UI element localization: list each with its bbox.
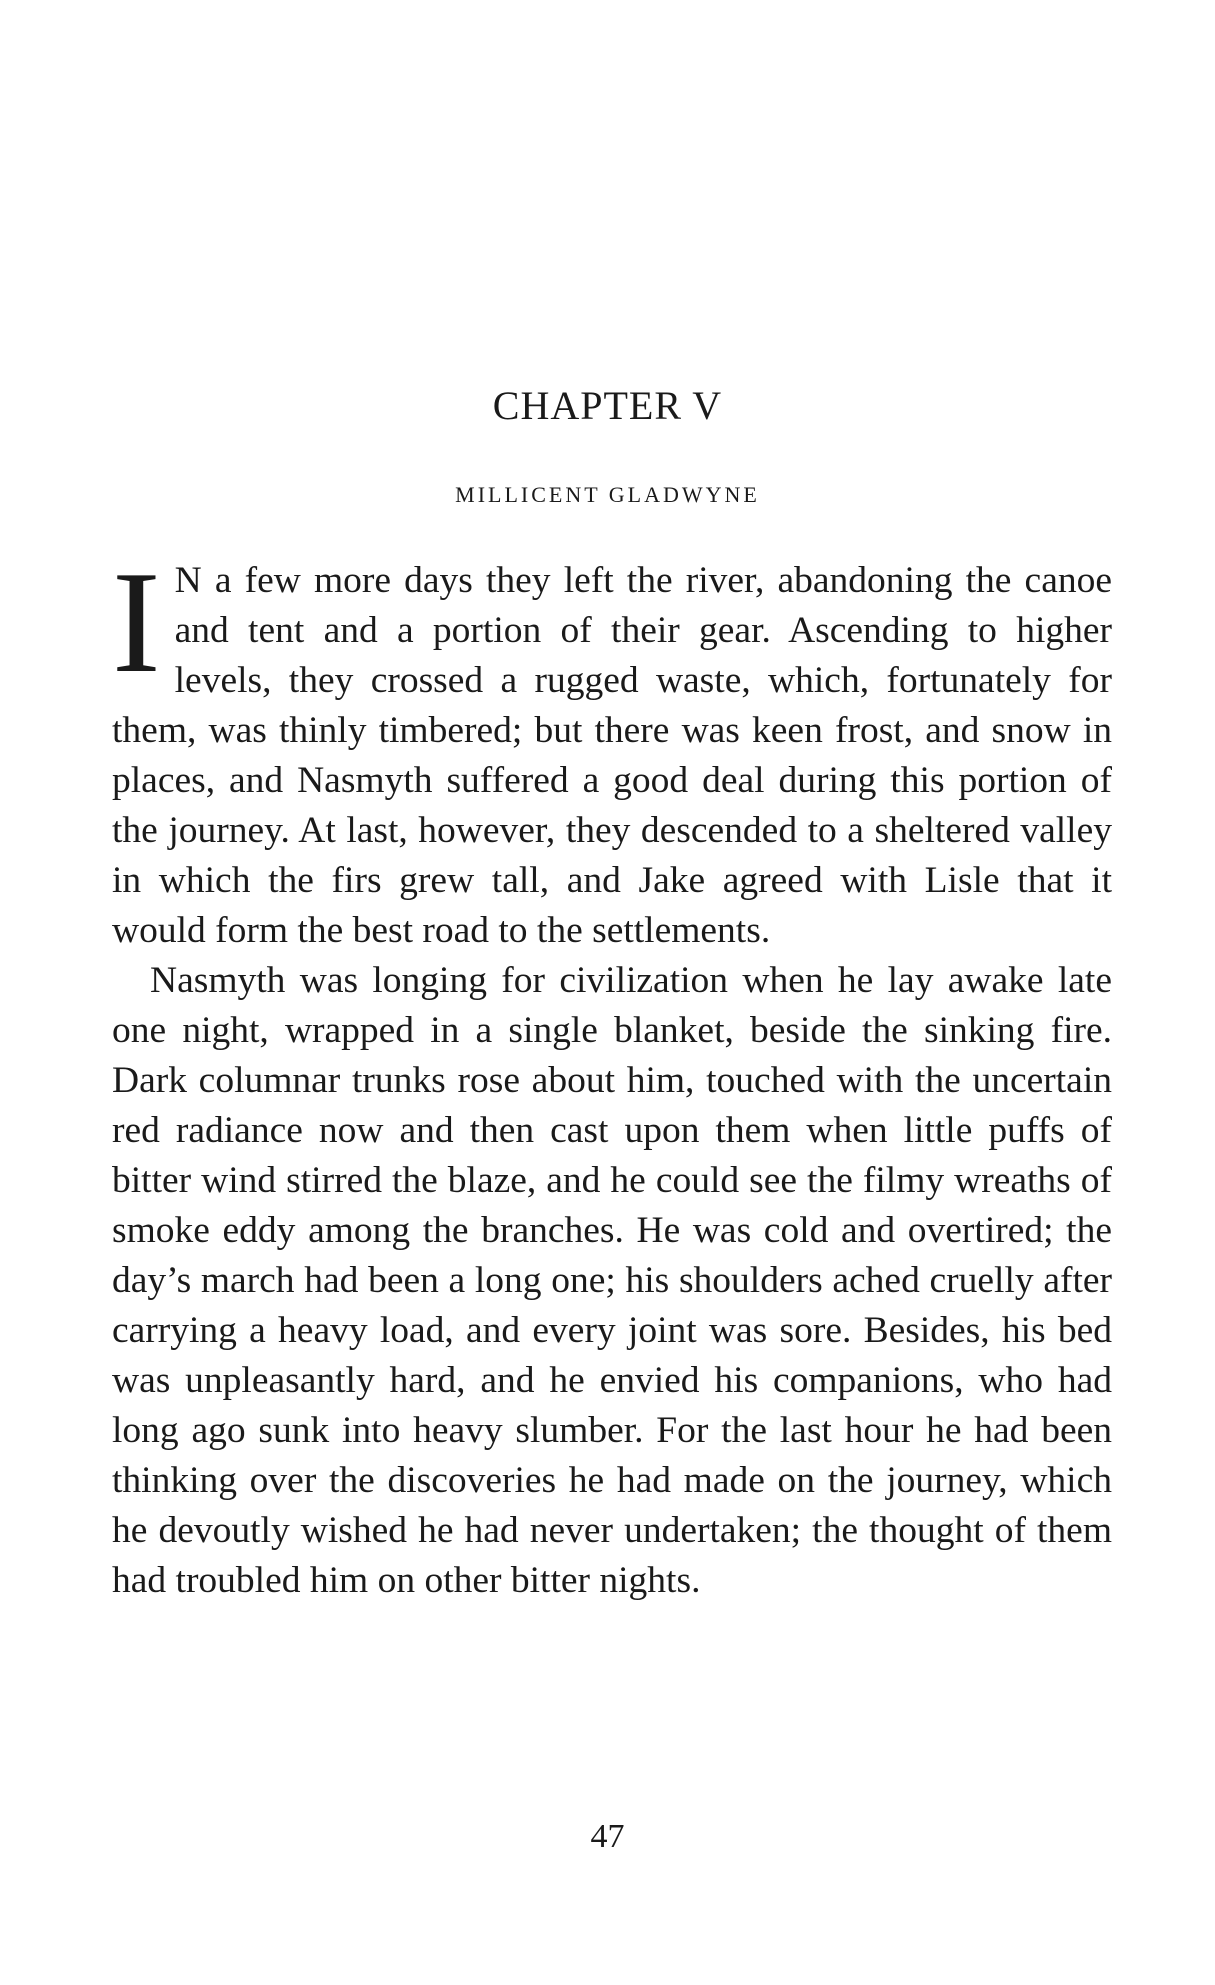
drop-cap: I xyxy=(112,541,161,703)
paragraph-1-text: N a few more days they left the river, abandoning the canoe and tent and a portion of their gear. Ascending to higher levels, they crossed a rugged waste, which, fortunately for them, was thinly timbered; but there was keen frost, and snow in places, and Nasmyth suffered a good deal during this portion of the journey. At last, however, they descended to a sheltered valley in which the firs grew tall, and Jake agreed with Lisle that it would form the best road to the settlements. xyxy=(112,560,1112,951)
chapter-subtitle: MILLICENT GLADWYNE xyxy=(455,482,760,507)
chapter-body xyxy=(112,541,1112,1606)
paragraph-1 xyxy=(112,541,1112,956)
page-number: 47 xyxy=(590,1818,625,1855)
chapter-title: CHAPTER V xyxy=(492,383,723,428)
paragraph-2: Nasmyth was longing for civilization when he lay awake late one night, wrapped in a single blanket, beside the sinking fire. Dark columnar trunks rose about him, touched with the uncertain red radiance now and then cast upon them when little puffs of bitter wind stirred the blaze, and he could see the filmy wreaths of smoke eddy among the branches. He was cold and overtired; the day’s march had been a long one; his shoulders ached cruelly after carrying a heavy load, and every joint was sore. Besides, his bed was unpleasantly hard, and he envied his companions, who had long ago sunk into heavy slumber. For the last hour he had been thinking over the discoveries he had made on the journey, which he devoutly wished he had never undertaken; the thought of them had troubled him on other bitter nights. xyxy=(112,960,1112,1601)
